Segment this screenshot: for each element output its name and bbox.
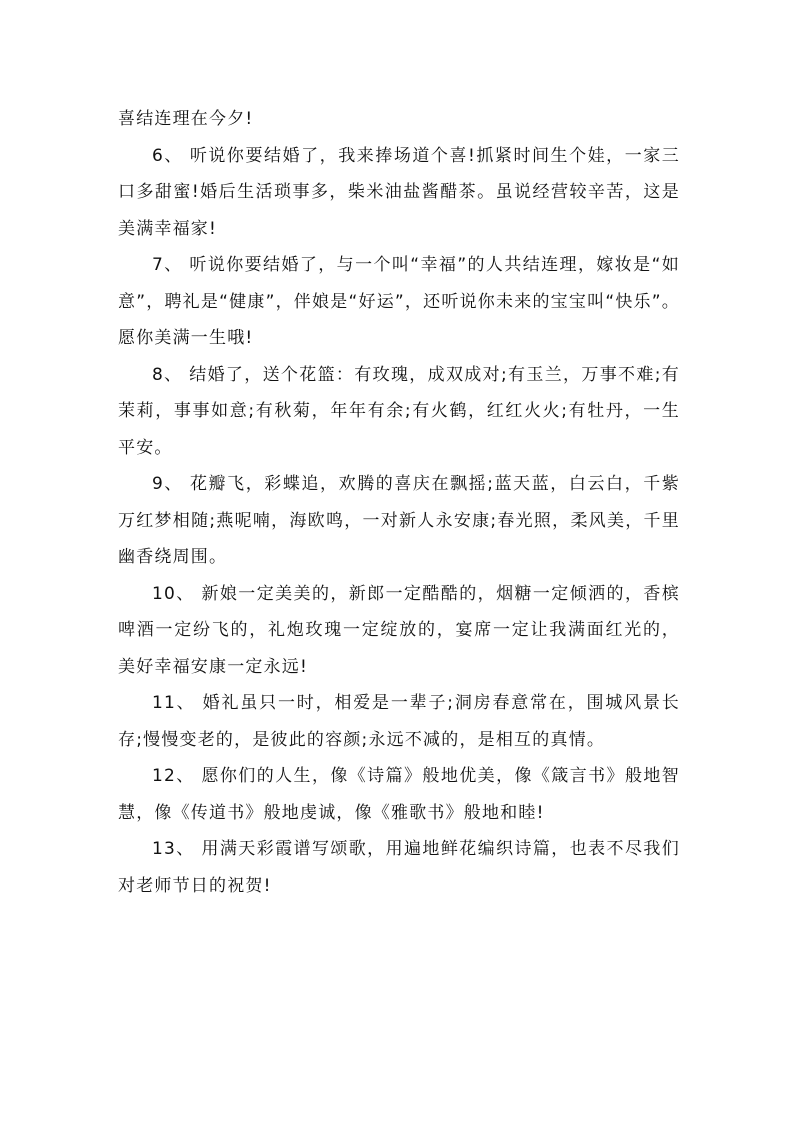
- paragraph-item-11: 11、 婚礼虽只一时，相爱是一辈子;洞房春意常在，围城风景长存;慢慢变老的，是彼此的容颜;永远不减的，是相互的真情。: [118, 693, 680, 750]
- paragraph-item-6: 6、 听说你要结婚了，我来捧场道个喜!抓紧时间生个娃，一家三口多甜蜜!婚后生活琐事多，柴米油盐酱醋茶。虽说经营较辛苦，这是美满幸福家!: [118, 145, 680, 239]
- paragraph-continuation: 喜结连理在今夕!: [118, 109, 254, 129]
- document-body: [118, 101, 680, 904]
- paragraph-item-13: 13、 用满天彩霞谱写颂歌，用遍地鲜花编织诗篇，也表不尽我们对老师节日的祝贺!: [118, 839, 680, 896]
- paragraph-item-12: 12、 愿你们的人生，像《诗篇》般地优美，像《箴言书》般地智慧，像《传道书》般地虔诚，像《雅歌书》般地和睦!: [118, 766, 680, 823]
- paragraph-item-8: 8、 结婚了，送个花篮：有玫瑰，成双成对;有玉兰，万事不难;有茉莉，事事如意;有秋菊，年年有余;有火鹤，红红火火;有牡丹，一生平安。: [118, 364, 680, 458]
- paragraph-item-7: 7、 听说你要结婚了，与一个叫“幸福”的人共结连理，嫁妆是“如意”，聘礼是“健康”，伴娘是“好运”，还听说你未来的宝宝叫“快乐”。愿你美满一生哦!: [118, 255, 680, 348]
- paragraph-item-10: 10、 新娘一定美美的，新郎一定酷酷的，烟糖一定倾洒的，香槟啤酒一定纷飞的，礼炮玫瑰一定绽放的，宴席一定让我满面红光的，美好幸福安康一定永远!: [118, 583, 680, 677]
- paragraph-item-9: 9、 花瓣飞，彩蝶追，欢腾的喜庆在飘摇;蓝天蓝，白云白，千紫万红梦相随;燕呢喃，海欧鸣，一对新人永安康;春光照，柔风美，千里幽香绕周围。: [118, 474, 680, 567]
